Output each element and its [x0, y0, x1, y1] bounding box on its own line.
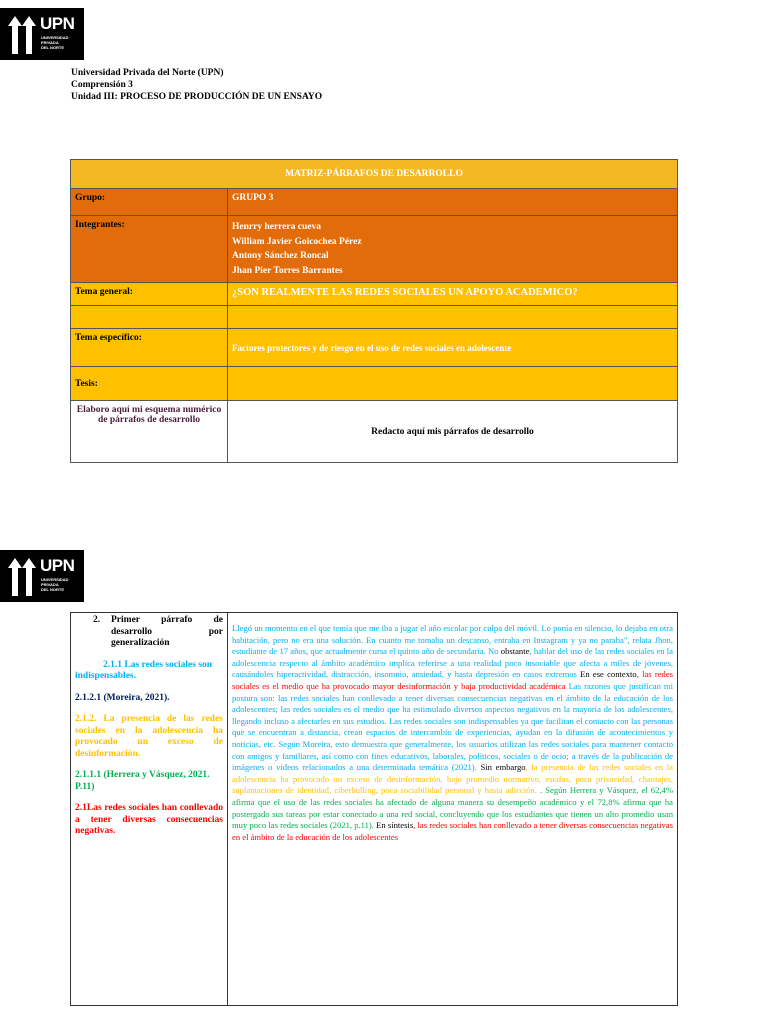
integrantes-list [228, 216, 678, 283]
scheme-item: 2.1Las redes sociales han conllevado a tener diversas consecuencias negativas. [75, 803, 223, 836]
tema-general-value: ¿SON REALMENTE LAS REDES SOCIALES UN APOYO ACADEMICO? [228, 283, 678, 306]
scheme-column [71, 613, 228, 1006]
logo-subtext: UNIVERSIDAD PRIVADA DEL NORTE [41, 35, 69, 50]
scheme-item-title: 2. Primer párrafo de desarrollo por generalización [93, 615, 223, 648]
scheme-item: 2.1.1.1 (Herrera y Vásquez, 2021. P.11) [75, 770, 210, 792]
university-name: Universidad Privada del Norte (UPN) [71, 68, 224, 78]
upn-arrows-icon [8, 558, 36, 596]
upn-logo [0, 550, 84, 602]
integrantes-label: Integrantes: [71, 216, 228, 283]
grupo-value: GRUPO 3 [228, 189, 678, 216]
tema-especifico-label: Tema específico: [71, 329, 228, 367]
empty-cell [228, 306, 678, 329]
document-header [71, 67, 322, 103]
development-paragraph: Llegó un momento en el que temía que me iba a jugar el año escolar por culpa del móvil. Lo ponía en silencio, lo dejaba en otra habitación, pero no era una solución. En cuanto me tomaba un descanso, entraba en Instagram y ya no paraba", relata Jhon, estudiante de 17 años, que actualmente cursa el quinto año de secundaria. No obstante, hablar del uso de las redes sociales en la adolescencia respecto al ámbito académico implica referirse a una realidad poco insociable que afecta a miles de jóvenes, causándoles hiperactividad, distracción, insomnio, ansiedad, y hasta depresión en casos extremos En ese contexto, las redes sociales es el medio que ha provocado mayor desinformación y baja productividad académica Las razones que justifican mi postura son: las redes sociales han conllevado a tener diversas consecuencias negativas en el ámbito de la educación de los adolescentes; las redes sociales es el medio que ha estimulado diversos aspectos negativos en la mayoría de los adolescentes, llegando incluso a afectarles en sus estudios. Las redes sociales son indispensables ya que facilitan el contacto con las personas que se encuentran a distancia, crean espacios de intercambio de experiencias, ayudan en la difusión de acontecimientos y noticias, etc. Según Moreira, esto demuestra que generalmente, los usuarios utilizan las redes sociales para mantener contacto con amigos y familiares, así como con fines educativos, laborales, políticos, sociales o de ocio; a través de la publicación de imágenes o videos relacionados a una determinada temática (2021). Sin embargo, la presencia de las redes sociales en la adolescencia ha provocado un exceso de desinformación, bajo promedio normativo, estafas, poca privacidad, chantajes, suplantaciones de identidad, ciberbulling, poca sociabilidad personal y hasta adicción. . Según Herrera y Vásquez, el 62,4% afirma que el uso de las redes sociales ha afectado de alguna manera su desempeño académico y el 72,8% afirma que ha postergado sus tareas por estar conectado a una red social, concluyendo que los estudiantes que tienen un alto promedio usan muy poco las redes sociales (2021, p.11). En síntesis, las redes sociales han conllevado a tener diversas consecuencias negativas en el ámbito de la educación de los adolescentes [232, 623, 673, 842]
paragraph-table [70, 612, 678, 1006]
logo-subtext: UNIVERSIDAD PRIVADA DEL NORTE [41, 577, 69, 592]
matrix-title: MATRIZ-PÁRRAFOS DE DESARROLLO [71, 160, 678, 189]
paragraph-column [228, 613, 678, 1006]
scheme-item: 2.1.2. La presencia de las redes sociales en la adolescencia ha provocado un exceso de desinformación. [75, 714, 223, 759]
tesis-label: Tesis: [71, 367, 228, 401]
matrix-table [70, 159, 678, 463]
logo-text: UPN [40, 14, 75, 33]
integrante: William Javier Goicochea Pérez [232, 236, 362, 247]
tema-general-label: Tema general: [71, 283, 228, 306]
logo-text: UPN [40, 556, 75, 575]
esquema-label: Elaboro aquí mi esquema numérico de párrafos de desarrollo [71, 401, 228, 463]
grupo-label: Grupo: [71, 189, 228, 216]
integrante: Antony Sánchez Roncal [232, 251, 329, 261]
course-name: Comprensión 3 [71, 80, 133, 90]
unit-name: Unidad III: PROCESO DE PRODUCCIÓN DE UN ENSAYO [71, 92, 323, 102]
tesis-value [228, 367, 678, 401]
upn-logo [0, 8, 84, 60]
tema-especifico-value: Factores protectores y de riesgo en el uso de redes sociales en adolescente [228, 329, 678, 367]
integrante: Henrry herrera cueva [232, 222, 321, 232]
redacto-label: Redacto aquí mis párrafos de desarrollo [228, 401, 678, 463]
scheme-item: 2.1.2.1 (Moreira, 2021). [75, 692, 170, 703]
integrante: Jhan Pier Torres Barrantes [232, 265, 343, 276]
upn-arrows-icon [8, 16, 36, 54]
empty-cell [71, 306, 228, 329]
scheme-item: 2.1.1 Las redes sociales son indispensables. [75, 659, 213, 681]
